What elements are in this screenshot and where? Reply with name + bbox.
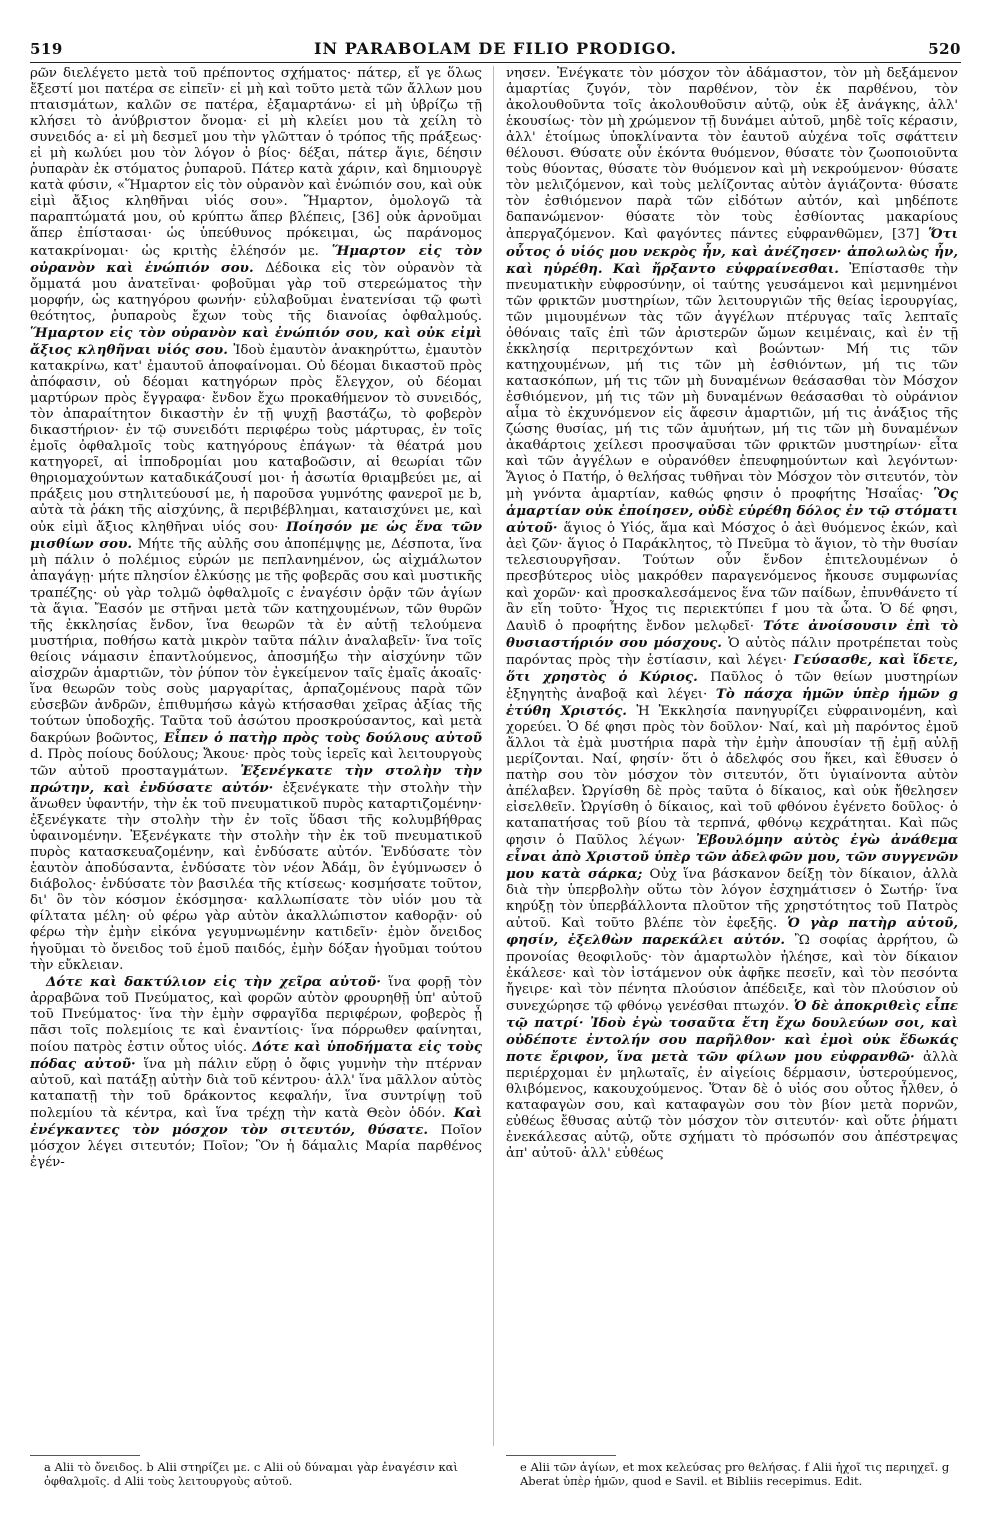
paragraph: Δότε καὶ δακτύλιον εἰς τὴν χεῖρα αὐτοῦ· ἵνα φορῇ τὸν ἀρραβῶνα τοῦ Πνεύματος, καὶ φορῶν αὐτὸν φρουρηθῇ ὑπ' αὐτοῦ τοῦ Πνεύματος· ἵνα τὴν ἐμὴν σφραγῖδα περιφέρων, φοβερὸς ᾖ πᾶσι τοῖς πολεμίοις τε καὶ ἐναντίοις· ἵνα πόρρωθεν φαίνηται, ποίου πατρὸς ἐστιν οὗτος υἱός. Δότε καὶ ὑποδήματα εἰς τοὺς πόδας αὐτοῦ· ἵνα μὴ πάλιν εὕρῃ ὁ ὄφις γυμνὴν τὴν πτέρναν αὐτοῦ, καὶ πατάξῃ αὐτὴν διὰ τοῦ κέντρου· ἀλλ' ἵνα μᾶλλον αὐτὸς καταπατῇ τὴν τοῦ δράκοντος κεφαλήν, ἵνα συντρίψῃ τοῦ πολεμίου τὰ κέντρα, καὶ ἵνα τρέχῃ τὴν κατὰ Θεὸν ὁδόν. Καὶ ἐνέγκαντες τὸν μόσχον τὸν σιτευτόν, θύσατε. Ποῖον μόσχον λέγει σιτευτόν; Ποῖον; Ὃν ἡ δάμαλις Μαρία παρθένος ἐγέν- (30, 973, 482, 1171)
paragraph: ρῶν διελέγετο μετὰ τοῦ πρέποντος σχήματος· πάτερ, εἴ γε ὅλως ἔξεστί μοι πατέρα σε εἰπεῖν· εἰ μὴ καὶ τοῦτο μετὰ τῶν ἄλλων μου πταισμάτων, καλῶν σε πατέρα, ἐξαμαρτάνω· εἰ μὴ ὑβρίζω τῇ κλήσει τὸ ἀνύβριστον ὄνομα· εἰ μὴ κλείει μου τὰ χείλη τὸ συνειδός a· εἰ μὴ δεσμεῖ μου τὴν γλῶτταν ὁ τρόπος τῆς πράξεως· εἰ μὴ κωλύει μου τὸν λόγον ὁ βίος· δέξαι, πάτερ ἅγιε, δέησιν ῥυπαρὰν ἐκ στόματος ῥυπαροῦ. Πάτερ κατὰ χάριν, καὶ δημιουργὲ κατὰ φύσιν, «Ἥμαρτον εἰς τὸν οὐρανὸν καὶ ἐνώπιόν σου, καὶ οὐκ εἰμὶ ἄξιος κληθῆναι υἱός σου». Ἥμαρτον, ὁμολογῶ τὰ παραπτώματά μου, οὐ κρύπτω ἅπερ βλέπεις, [36] οὐκ ἀρνοῦμαι ἅπερ ἐπίστασαι· ὡς ὑπεύθυνος πρόκειμαι, ὡς παράνομος κατακρίνομαι· ὡς κριτὴς ἐλέησόν με. Ἥμαρτον εἰς τὸν οὐρανὸν καὶ ἐνώπιόν σου. Δέδοικα εἰς τὸν οὐρανὸν τὰ ὄμματά μου ἀνατεῖναι· φοβοῦμαι γὰρ τοῦ στερεώματος τὴν μορφήν, ὡς κατηγόρου φωνήν· εὐλαβοῦμαι ἐνατενίσαι τῷ φωτὶ θεότητος, ῥυπαροὺς ἔχων τοὺς τῆς διανοίας ὀφθαλμούς. Ἥμαρτον εἰς τὸν οὐρανὸν καὶ ἐνώπιόν σου, καὶ οὐκ εἰμὶ ἄξιος κληθῆναι υἱός σου. Ἰδοὺ ἐμαυτὸν ἀνακηρύττω, ἐμαυτὸν κατακρίνω, κατ' ἐμαυτοῦ ἀποφαίνομαι. Οὐ δέομαι δικαστοῦ πρὸς ἀπόφασιν, οὐ δέομαι κατηγόρων πρὸς ἔλεγχον, οὐ δέομαι μαρτύρων πρὸς ἔγγραφα· ἔνδον ἔχω προκαθήμενον τὸ συνειδός, τὸν ἀπαραίτητον δικαστὴν ἐν τῇ ψυχῇ βαστάζω, τὸ φοβερὸν δικαστήριον· ἐν τῷ συνειδότι περιφέρω τοὺς μάρτυρας, ἐν τοῖς ἐμοῖς ὀφθαλμοῖς τοὺς κατηγόρους ἐπάγων· τὰ θέατρά μου κατηγορεῖ, αἱ ἱπποδρομίαι μου καταβοῶσιν, αἱ θεωρίαι τῶν θηριομαχούντων καταδικάζουσί μοι· ἡ ἀσωτία θριαμβεύει με, αἱ πράξεις μου στηλιτεύουσί με, ἡ παροῦσα γυμνότης φανεροῖ με b, αὐτὰ τὰ ῥάκη τῆς αἰσχύνης, ἃ περιβέβλημαι, καταισχύνει με, καὶ οὐκ εἰμὶ ἄξιος κληθῆναι υἱός σου· Ποίησόν με ὡς ἕνα τῶν μισθίων σου. Μήτε τῆς αὐλῆς σου ἀποπέμψῃς με, Δέσποτα, ἵνα μὴ πάλιν ὁ πολέμιος εὑρών με πεπλανημένον, ὡς αἰχμάλωτον ἀπαγάγῃ· μήτε πλησίον ἐλκύσῃς με τῆς φοβερᾶς σου καὶ μυστικῆς τραπέζης· οὐ γὰρ τολμῶ ὀφθαλμοῖς c ἐναγέσιν ὁρᾷν τῶν ἁγίων τὰ ἅγια. Ἔασόν με στῆναι μετὰ τῶν κατηχουμένων, τῶν θυρῶν τῆς ἐκκλησίας ἔνδον, ἵνα θεωρῶν τὰ ἐν αὐτῇ τελούμενα μυστήρια, ποθήσω κατὰ μικρὸν ταῦτα πάλιν ἀναλαβεῖν· ἵνα τοῖς θείοις νάμασιν ἐπαντλούμενος, ἀποσμήξω τὴν αἰσχύνην τῶν αἰσχρῶν ἁμαρτιῶν, τὸν ῥύπον τὸν ἐγκείμενον ταῖς ἐμαῖς ἀκοαῖς· ἵνα θεωρῶν τοὺς σοὺς μαργαρίτας, ἁρπαζομένους παρὰ τῶν εὐσεβῶν ἀνδρῶν, ἐπιθυμήσω κἀγὼ κτήσασθαι χεῖρας ἀξίας τῆς τούτων ὑποδοχῆς. Ταῦτα τοῦ ἀσώτου προσκρούσαντος, καὶ μετὰ δακρύων βοῶντος, Εἶπεν ὁ πατὴρ πρὸς τοὺς δούλους αὐτοῦ d. Πρὸς ποίους δούλους; Ἄκουε· πρὸς τοὺς ἱερεῖς καὶ λειτουργοὺς τῶν αὐτοῦ προσταγμάτων. Ἐξενέγκατε τὴν στολὴν τὴν πρώτην, καὶ ἐνδύσατε αὐτόν· ἐξενέγκατε τὴν στολὴν τὴν ἄνωθεν ὑφαντήν, τὴν ἐκ τοῦ πνευματικοῦ πυρὸς καταρτιζομένην· ἐξενέγκατε τὴν στολὴν τὴν ἐν τοῖς ὕδασι τῆς κολυμβήθρας ὑφαινομένην. Ἐξενέγκατε τὴν στολὴν τὴν ἐκ τοῦ πνευματικοῦ πυρὸς κατασκευαζομένην, καὶ ἐνδύσατε αὐτόν. Ἐνδύσατε τὸν ἑαυτὸν ἀποδύσαντα, ἐνδύσατε τὸν νέον Ἀδάμ, ὃν ἐγύμνωσεν ὁ διάβολος· ἐνδύσατε τὸν βασιλέα τῆς κτίσεως· κοσμήσατε τοῦτον, δι' ὃν τὸν κόσμον ἐκόσμησα· καλλωπίσατε τὸν υἱόν μου τὰ φίλτατα μέλη· οὐ φέρω γὰρ αὐτὸν ἀκαλλώπιστον καθορᾷν· οὐ φέρω τὴν ἐμὴν εἰκόνα γεγυμνωμένην κατιδεῖν· ἐμὸν ὄνειδος ἡγοῦμαι τὸ ὄνειδος τοῦ ἐμοῦ παιδός, ἐμὴν δόξαν ἡγοῦμαι τούτου τὴν εὔκλειαν. (30, 66, 482, 973)
running-title: IN PARABOLAM DE FILIO PRODIGO. (314, 39, 677, 58)
column-divider (493, 66, 494, 1446)
footnotes-left (44, 1460, 496, 1488)
footnote-rule-right (506, 1455, 616, 1456)
footnote: e Alii τῶν ἁγίων, et mox κελεύσας pro θελήσας. f Alii ἠχοῖ τις περιηχεῖ. g Aberat ὑπὲρ ἡμῶν, quod e Savil. et Bibliis recepimus. Edit. (520, 1460, 950, 1488)
footnote-rule-left (30, 1455, 140, 1456)
right-column (506, 66, 958, 1446)
left-column (30, 66, 482, 1446)
paragraph: νησεν. Ἐνέγκατε τὸν μόσχον τὸν ἀδάμαστον, τὸν μὴ δεξάμενον ἁμαρτίας ζυγόν, τὸν παρθένον, τὸν ἐκ παρθένου, τὸν ἀκολουθοῦντα τοῖς ἀκολουθοῦσιν αὐτῷ, οὐκ ἐξ ἀνάγκης, ἀλλ' ἑκουσίως· τὸν μὴ χρώμενον τῇ δυνάμει αὐτοῦ, μηδὲ τοῖς κέρασιν, ἀλλ' ἑτοίμως ὑποκλίναντα τὸν ἑαυτοῦ αὐχένα τοῖς σφάττειν θέλουσι. Θύσατε οὖν ἑκόντα θυόμενον, θύσατε τὸν ζωοποιοῦντα τοὺς θύοντας, θύσατε τὸν θυόμενον καὶ μὴ νεκρούμενον· θύσατε τὸν μελιζόμενον, καὶ τοὺς μελίζοντας αὐτὸν ἁγιάζοντα· θύσατε τὸν ἐσθιόμενον παρὰ τῶν εἰδότων αὐτόν, καὶ μηδέποτε δαπανώμενον· θύσατε τὸν τοὺς ἐσθίοντας μακαρίους ἀπεργαζόμενον. Καὶ φαγόντες πάντες εὐφρανθῶμεν, [37] Ὅτι οὗτος ὁ υἱός μου νεκρὸς ἦν, καὶ ἀνέζησεν· ἀπολωλὼς ἦν, καὶ ηὑρέθη. Καὶ ἤρξαντο εὐφραίνεσθαι. Ἐπίστασθε τὴν πνευματικὴν εὐφροσύνην, οἱ ταύτης γευσάμενοι καὶ μεμνημένοι τῶν φρικτῶν μυστηρίων, τῶν λειτουργιῶν τῆς θείας ἱερουργίας, τῶν μιμουμένων τὰς τῶν ἀγγέλων πτέρυγας ταῖς λεπταῖς ὀθόναις ταῖς ἐπὶ τῶν ἀριστερῶν ὤμων κειμέναις, καὶ ἐν τῇ ἐκκλησίᾳ περιτρεχόντων καὶ βοώντων· Μή τις τῶν κατηχουμένων, μή τις τῶν μὴ ἐσθιόντων, μή τις τῶν κατασκόπων, μή τις τῶν μὴ δυναμένων θεάσασθαι τὸν Μόσχον ἐσθιόμενον, μή τις τῶν μὴ δυναμένων θεάσασθαι τὸ οὐράνιον αἷμα τὸ ἐκχυνόμενον εἰς ἄφεσιν ἁμαρτιῶν, μή τις ἀνάξιος τῆς ζώσης θυσίας, μή τις τῶν ἀμυήτων, μή τις τῶν μὴ δυναμένων ἀκαθάρτοις χείλεσι προσψαῦσαι τῶν φρικτῶν μυστηρίων· εἶτα καὶ τῶν ἀγγέλων e οὐρανόθεν ἐπευφημούντων καὶ λεγόντων· Ἅγιος ὁ Πατήρ, ὁ θελήσας τυθῆναι τὸν Μόσχον τὸν σιτευτόν, τὸν μὴ γνόντα ἁμαρτίαν, καθώς φησιν ὁ προφήτης Ἡσαΐας· Ὃς ἁμαρτίαν οὐκ ἐποίησεν, οὐδὲ εὑρέθη δόλος ἐν τῷ στόματι αὐτοῦ· ἅγιος ὁ Υἱός, ἅμα καὶ Μόσχος ὁ ἀεὶ θυόμενος ἑκών, καὶ ἀεὶ ζῶν· ἅγιος ὁ Παράκλητος, τὸ Πνεῦμα τὸ ἅγιον, τὸ τὴν θυσίαν τελεσιουργῆσαν. Τούτων οὖν ἔνδον ἐπιτελουμένων ὁ πρεσβύτερος υἱὸς μακρόθεν παραγενόμενος ἤκουσε συμφωνίας καὶ χορῶν· καὶ προσκαλεσάμενος ἕνα τῶν παίδων, ἐπυνθάνετο τί ἂν εἴη τοῦτο· Ἦχος τις περιεκτύπει f μου τὰ ὦτα. Ὁ δέ φησι, Δαυὶδ ὁ προφήτης ἔνδον μελῳδεῖ· Τότε ἀνοίσουσιν ἐπὶ τὸ θυσιαστήριόν σου μόσχους. Ὁ αὐτὸς πάλιν προτρέπεται τοὺς παρόντας πρὸς τὴν ἑστίασιν, καὶ λέγει· Γεύσασθε, καὶ ἴδετε, ὅτι χρηστὸς ὁ Κύριος. Παῦλος ὁ τῶν θείων μυστηρίων ἐξηγητὴς ἀναβοᾷ καὶ λέγει· Τὸ πάσχα ἡμῶν ὑπὲρ ἡμῶν g ἐτύθη Χριστός. Ἡ Ἐκκλησία πανηγυρίζει εὐφραινομένη, καὶ χορεύει. Ὁ δέ φησι πρὸς τὸν δοῦλον· Ναί, καὶ μὴ παρόντος ἐμοῦ ἄλλοι τὰ ἐμὰ μυστήρια παρὰ τὴν ἐμὴν ἀπουσίαν τῇ ἐμῇ αὐλῇ μερίζονται. Ναί, φησίν· ὅτι ὁ ἀδελφός σου ἥκει, καὶ ἔθυσεν ὁ πατὴρ σου τὸν μόσχον τὸν σιτευτόν, ὅτι ὑγιαίνοντα αὐτὸν ἀπέλαβεν. Ὠργίσθη δὲ πρὸς ταῦτα ὁ δίκαιος, καὶ οὐκ ἤθελησεν εἰσελθεῖν. Ὠργίσθη ὁ δίκαιος, καὶ τοῦ φθόνου ἐγένετο δοῦλος· ὁ καταπατήσας τοῦ βίου τὰ τερπνά, φθόνῳ κεχράτηται. Καὶ πῶς φησιν ὁ Παῦλος λέγων· Ἐβουλόμην αὐτὸς ἐγὼ ἀνάθεμα εἶναι ἀπὸ Χριστοῦ ὑπὲρ τῶν ἀδελφῶν μου, τῶν συγγενῶν μου κατὰ σάρκα; Οὐχ ἵνα βάσκανον δείξῃ τὸν δίκαιον, ἀλλὰ διὰ τὴν ὑπερβολὴν οὕτω τὸν λόγον ἐσχημάτισεν ὁ Σωτήρ· ἵνα κηρύξῃ τὸν ὑπερβάλλοντα πλοῦτον τῆς χρηστότητος τοῦ Πατρὸς αὐτοῦ. Καὶ τοῦτο βλέπε τὸν ἐφεξῆς. Ὁ γὰρ πατὴρ αὐτοῦ, φησίν, ἐξελθὼν παρεκάλει αὐτόν. Ὢ σοφίας ἀρρήτου, ὢ προνοίας θεοφιλοῦς· τὸν ἁμαρτωλὸν ἠλέησε, καὶ τὸν δίκαιον ἐκάλεσε· καὶ τὸν ἱστάμενον οὐκ ἀφῆκε πεσεῖν, καὶ τὸν πεσόντα ἤγειρε· καὶ τὸν πένητα πλούσιον ἀπέδειξε, καὶ τὸν πλούσιον οὐ συνεχώρησε τῷ φθόνῳ γενέσθαι πτωχόν. Ὁ δὲ ἀποκριθεὶς εἶπε τῷ πατρί· Ἰδοὺ ἐγὼ τοσαῦτα ἔτη ἔχω δουλεύων σοι, καὶ οὐδέποτε ἐντολήν σου παρῆλθον· καὶ ἐμοὶ οὐκ ἔδωκάς ποτε ἔριφον, ἵνα μετὰ τῶν φίλων μου εὐφρανθῶ· ἀλλὰ περιέρχομαι ἐν μηλωταῖς, ἐν αἰγείοις δέρμασιν, ὑστερούμενος, θλιβόμενος, κακουχούμενος. Ὅταν δὲ ὁ υἱός σου οὗτος ἦλθεν, ὁ καταφαγὼν σου, καὶ καταφαγὼν σου τὸν βίον μετὰ πορνῶν, εὐθέως ἔθυσας αὐτῷ τὸν μόσχον τὸν σιτευτόν· καὶ οὔτε ῥήματι ἐνεκάλεσας αὐτῷ, οὔτε σχήματι τὸ πρόσωπόν σου ἀπέστρεψας ἀπ' αὐτοῦ· ἀλλ' εὐθέως (506, 66, 958, 1162)
footnotes-right (520, 1460, 972, 1488)
right-page-number: 520 (928, 40, 961, 58)
left-page-number: 519 (30, 40, 63, 58)
footnote: a Alii τὸ ὄνειδος. b Alii στηρίζει με. c Alii οὐ δύναμαι γὰρ ἐναγέσιν καὶ ὀφθαλμοῖς. d Alii τοὺς λειτουργοὺς αὐτοῦ. (44, 1460, 458, 1488)
running-header (30, 30, 961, 63)
